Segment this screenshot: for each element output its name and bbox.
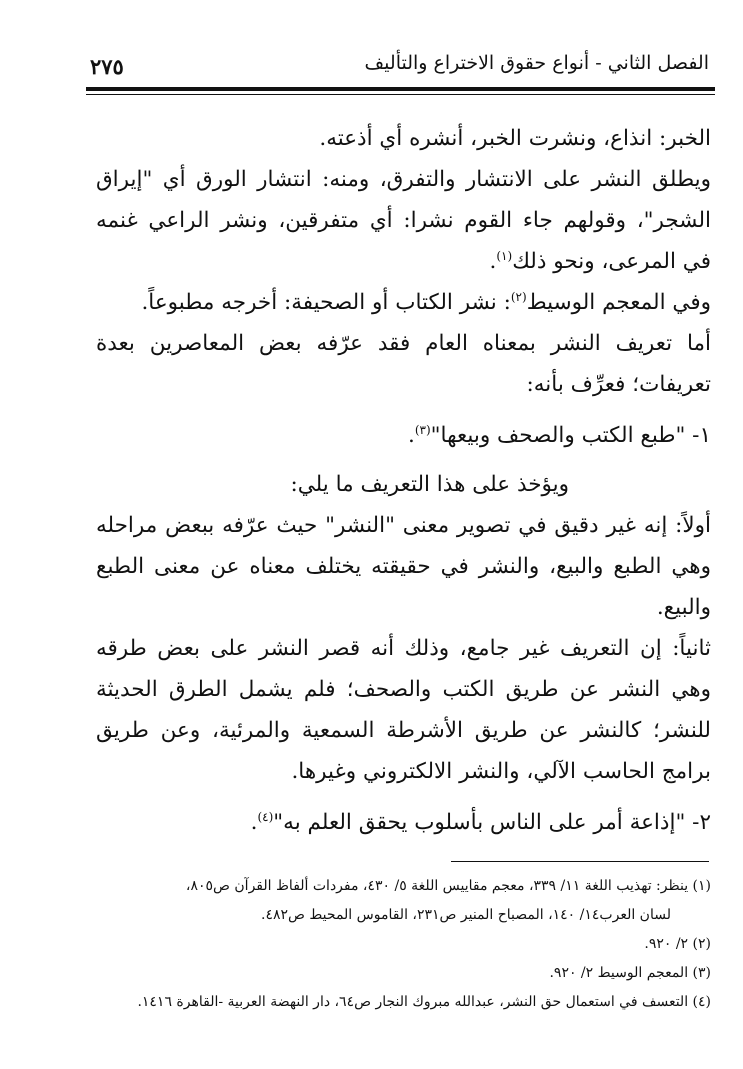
definition-item-1: [96, 415, 711, 456]
page-number: ٢٧٥: [90, 54, 124, 79]
paragraph-7: ثانياً: إن التعريف غير جامع، وذلك أنه قصر النشر على بعض طرقه وهي النشر عن طريق الكتب والصحف؛ فلم يشمل الطرق الحديثة للنشر؛ كالنشر عن طريق الأشرطة السمعية والمرئية، وعن طريق برامج الحاسب الآلي، والنشر الالكتروني وغيرها.: [96, 636, 711, 784]
paragraph-3-text-a: وفي المعجم الوسيط: [526, 290, 711, 315]
definition-1-text: ١- "طبع الكتب والصحف وبيعها": [430, 423, 711, 448]
paragraph-2-text: ويطلق النشر على الانتشار والتفرق، ومنه: انتشار الورق أي "إيراق الشجر"، وقولهم جاء القوم نشرا: أي متفرقين، ونشر الراعي غنمه في المرعى، ونحو ذلك: [96, 167, 711, 274]
footnote-ref-1: (١): [496, 248, 513, 263]
running-title: الفصل الثاني - أنواع حقوق الاختراع والتأليف: [364, 52, 709, 74]
definition-2-end: .: [250, 810, 258, 835]
footnote-3: (٣) المعجم الوسيط ٢/ ٩٢٠.: [549, 965, 711, 981]
body-text: [96, 118, 711, 843]
definition-item-2: [96, 802, 711, 843]
footnote-separator: [451, 861, 709, 862]
paragraph-4: أما تعريف النشر بمعناه العام فقد عرّفه بعض المعاصرين بعدة تعريفات؛ فعرِّف بأنه:: [96, 331, 711, 397]
paragraph-6: أولاً: إنه غير دقيق في تصوير معنى "النشر" حيث عرّفه ببعض مراحله وهي الطبع والبيع، والنشر في حقيقته يختلف معناه عن معنى الطبع والبيع.: [96, 513, 711, 620]
footnote-1-line-1: (١) ينظر: تهذيب اللغة ١١/ ٣٣٩، معجم مقاييس اللغة ٥/ ٤٣٠، مفردات ألفاظ القرآن ص٨٠٥،: [185, 878, 711, 894]
paragraph-2-end: .: [489, 249, 497, 274]
header-rule-thick: [86, 87, 715, 91]
footnote-ref-2: (٢): [510, 289, 527, 304]
definition-2-text: ٢- "إذاعة أمر على الناس بأسلوب يحقق العلم به": [273, 810, 711, 835]
footnote-2: (٢) ٢/ ٩٢٠.: [644, 936, 711, 952]
paragraph-3: [96, 282, 711, 323]
definition-1-end: .: [407, 423, 415, 448]
footnote-4: (٤) التعسف في استعمال حق النشر، عبدالله مبروك النجار ص٦٤، دار النهضة العربية -القاهرة ١٤١٦.: [137, 994, 711, 1010]
page-header: [86, 40, 715, 88]
header-rule-thin: [86, 94, 715, 95]
paragraph-1: الخبر: انذاع، ونشرت الخبر، أنشره أي أذعته.: [319, 126, 711, 151]
footnote-ref-4: (٤): [257, 809, 274, 824]
paragraph-3-text-b: : نشر الكتاب أو الصحيفة: أخرجه مطبوعاً.: [141, 290, 511, 315]
footnote-1-line-2: لسان العرب١٤/ ١٤٠، المصباح المنير ص٢٣١، القاموس المحيط ص٤٨٢.: [261, 907, 671, 923]
footnotes: [96, 872, 711, 1017]
paragraph-5: ويؤخذ على هذا التعريف ما يلي:: [290, 472, 569, 497]
paragraph-2: [96, 159, 711, 282]
footnote-ref-3: (٣): [414, 422, 431, 437]
